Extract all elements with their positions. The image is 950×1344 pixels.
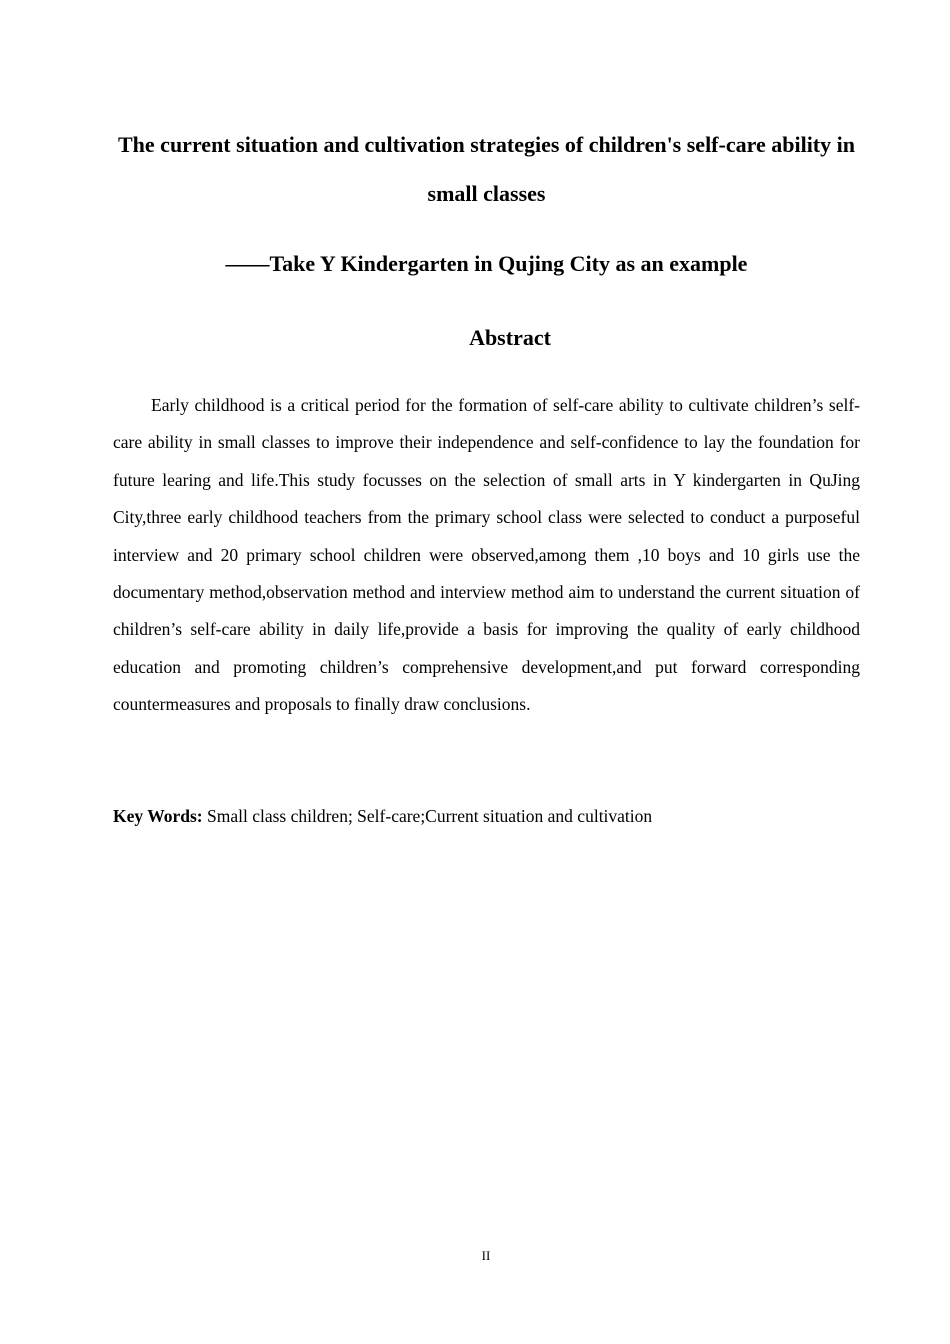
abstract-heading: Abstract	[469, 325, 551, 350]
page-number: II	[481, 1248, 491, 1263]
keywords-text: Small class children; Self-care;Current situation and cultivation	[202, 806, 653, 826]
paper-title: The current situation and cultivation strategies of children's self-care ability in small classes	[118, 132, 855, 206]
paper-subtitle: ——Take Y Kindergarten in Qujing City as an example	[225, 251, 748, 276]
keywords	[113, 800, 860, 832]
abstract-body: Early childhood is a critical period for the formation of self-care ability to cultivate children’s self-care ability in small classes to improve their independence and self-confidence to lay the foundation for future learing and life.This study focusses on the selection of small arts in Y kindergarten in QuJing City,three early childhood teachers from the primary school class were selected to conduct a purposeful interview and 20 primary school children were observed,among them ,10 boys and 10 girls use the documentary method,observation method and interview method aim to understand the current situation of children’s self-care ability in daily life,provide a basis for improving the quality of early childhood education and promoting children’s comprehensive development,and put forward corresponding countermeasures and proposals to finally draw conclusions.	[113, 395, 860, 715]
keywords-label: Key Words:	[113, 806, 203, 826]
